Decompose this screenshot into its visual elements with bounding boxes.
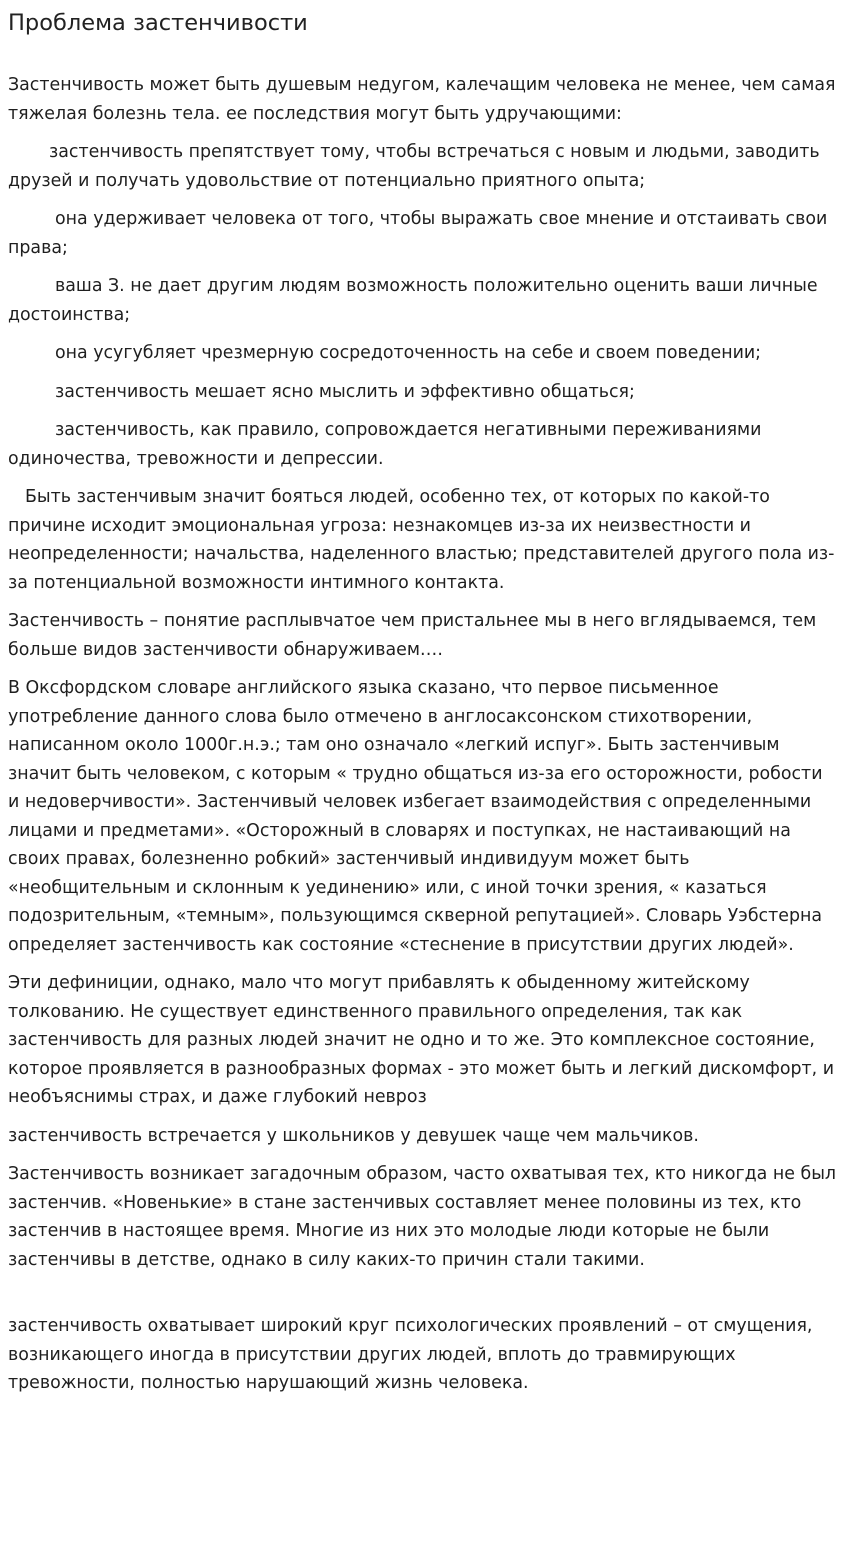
- list-item: она удерживает человека от того, чтобы выражать свое мнение и отстаивать свои права;: [8, 209, 828, 258]
- paragraph-intro: Застенчивость может быть душевым недугом, калечащим человека не менее, чем самая тяжелая болезнь тела. ее последствия могут быть удручающими:: [8, 75, 836, 124]
- paragraph: Быть застенчивым значит бояться людей, особенно тех, от которых по какой-то причине исходит эмоциональная угроза: незнакомцев из-за их неизвестности и неопределенности; начальства, наделенного властью; представителей другого пола из-за потенциальной возможности интимного контакта.: [8, 487, 835, 593]
- list-item: застенчивость, как правило, сопровождается негативными переживаниями одиночества, тревожности и депрессии.: [8, 420, 762, 469]
- list-item: застенчивость препятствует тому, чтобы встречаться с новым и людьми, заводить друзей и получать удовольствие от потенциально приятного опыта;: [8, 142, 820, 191]
- page-title: Проблема застенчивости: [8, 10, 308, 36]
- paragraph: застенчивость встречается у школьников у девушек чаще чем мальчиков.: [8, 1125, 699, 1146]
- paragraph: Эти дефиниции, однако, мало что могут прибавлять к обыденному житейскому толкованию. Не существует единственного правильного определения, так как застенчивость для разных людей значит не одно и то же. Это комплексное состояние, которое проявляется в разнообразных формах - это может быть и легкий дискомфорт, и необъяснимы страх, и даже глубокий невроз: [8, 973, 835, 1107]
- paragraph: В Оксфордском словаре английского языка сказано, что первое письменное употребление данного слова было отмечено в англосаксонском стихотворении, написанном около 1000г.н.э.; там оно означало «легкий испуг». Быть застенчивым значит быть человеком, с которым « трудно общаться из-за его осторожности, робости и недоверчивости». Застенчивый человек избегает взаимодействия с определенными лицами и предметами». «Осторожный в словарях и поступках, не настаивающий на своих правах, болезненно робкий» застенчивый индивидуум может быть «необщительным и склонным к уединению» или, с иной точки зрения, « казаться подозрительным, «темным», пользующимся скверной репутацией». Словарь Уэбстерна определяет застенчивость как состояние «стеснение в присутствии других людей».: [8, 678, 823, 955]
- list-item: ваша З. не дает другим людям возможность положительно оценить ваши личные достоинства;: [8, 276, 818, 325]
- paragraph: застенчивость охватывает широкий круг психологических проявлений – от смущения, возникающего иногда в присутствии других людей, вплоть до травмирующих тревожности, полностью нарушающий жизнь человека.: [8, 1316, 813, 1393]
- paragraph: Застенчивость – понятие расплывчатое чем пристальнее мы в него вглядываемся, тем больше видов застенчивости обнаруживаем….: [8, 611, 817, 660]
- list-item: застенчивость мешает ясно мыслить и эффективно общаться;: [55, 381, 635, 402]
- paragraph: Застенчивость возникает загадочным образом, часто охватывая тех, кто никогда не был застенчив. «Новенькие» в стане застенчивых составляет менее половины из тех, кто застенчив в настоящее время. Многие из них это молодые люди которые не были застенчивы в детстве, однако в силу каких-то причин стали такими.: [8, 1164, 837, 1270]
- list-item: она усугубляет чрезмерную сосредоточенность на себе и своем поведении;: [55, 343, 762, 363]
